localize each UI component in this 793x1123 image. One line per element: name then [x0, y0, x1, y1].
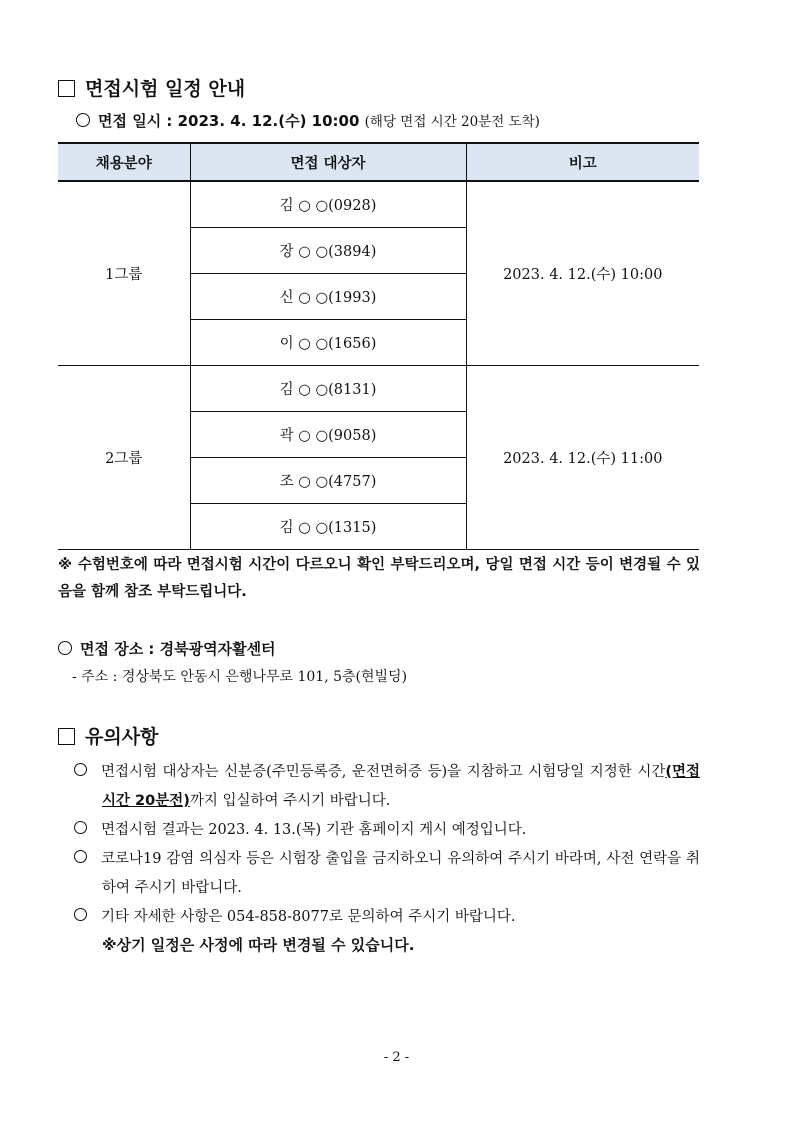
candidate-cell: 장 ○ ○(3894): [190, 228, 466, 274]
header-field: 채용분야: [58, 143, 190, 181]
schedule-warning: [58, 552, 700, 606]
location-address: - 주소 : 경상북도 안동시 은행나무로 101, 5층(현빌딩): [72, 669, 408, 685]
table-row: [58, 181, 699, 228]
table-header-row: [58, 143, 699, 181]
reference-mark: ※: [58, 557, 73, 573]
schedule-heading: 면접시험 일정 안내: [58, 74, 245, 101]
location-label: 면접 장소 : 경북광역자활센터: [80, 640, 276, 658]
arrival-time-highlight: (면접 시간 20분전): [102, 764, 700, 809]
schedule-table: [58, 142, 699, 550]
candidate-cell: 조 ○ ○(4757): [190, 458, 466, 504]
checkbox-square-icon: [58, 728, 75, 745]
checkbox-square-icon: [58, 80, 75, 97]
candidate-cell: 이 ○ ○(1656): [190, 320, 466, 366]
datetime-note: (해당 면접 시간 20분전 도착): [364, 114, 540, 130]
list-item: 면접시험 결과는 2023. 4. 13.(목) 기관 홈페이지 게시 예정입니다.: [74, 816, 700, 845]
candidate-cell: 김 ○ ○(0928): [190, 181, 466, 228]
page-number: - 2 -: [383, 1050, 410, 1065]
change-notice: ※상기 일정은 사정에 따라 변경될 수 있습니다.: [102, 936, 415, 954]
list-item: 기타 자세한 사항은 054-858-8077로 문의하여 주시기 바랍니다.: [74, 903, 700, 932]
list-item: 면접시험 대상자는 신분증(주민등록증, 운전면허증 등)을 지참하고 시험당일 지정한 시간(면접 시간 20분전)까지 입실하여 주시기 바랍니다.: [74, 758, 700, 816]
interview-location: [58, 638, 276, 659]
header-candidates: 면접 대상자: [190, 143, 466, 181]
interview-datetime: [76, 110, 540, 131]
group-name: 1그룹: [58, 181, 190, 366]
circle-bullet-icon: [74, 850, 87, 863]
candidate-cell: 곽 ○ ○(9058): [190, 412, 466, 458]
circle-bullet-icon: [76, 113, 90, 127]
notes-heading: 유의사항: [58, 722, 158, 749]
warning-text: 수험번호에 따라 면접시험 시간이 다르오니 확인 부탁드리오며, 당일 면접 시간 등이 변경될 수 있음을 함께 참조 부탁드립니다.: [58, 557, 700, 600]
group-remark: 2023. 4. 12.(수) 11:00: [466, 366, 699, 550]
candidate-cell: 김 ○ ○(1315): [190, 504, 466, 550]
candidate-cell: 신 ○ ○(1993): [190, 274, 466, 320]
circle-bullet-icon: [58, 641, 72, 655]
notes-list: [74, 758, 700, 932]
circle-bullet-icon: [74, 763, 87, 776]
circle-bullet-icon: [74, 908, 87, 921]
group-remark: 2023. 4. 12.(수) 10:00: [466, 181, 699, 366]
group-name: 2그룹: [58, 366, 190, 550]
header-remarks: 비고: [466, 143, 699, 181]
table-row: [58, 366, 699, 412]
circle-bullet-icon: [74, 821, 87, 834]
datetime-label: 면접 일시 : 2023. 4. 12.(수) 10:00: [98, 112, 360, 130]
candidate-cell: 김 ○ ○(8131): [190, 366, 466, 412]
list-item: 코로나19 감염 의심자 등은 시험장 출입을 금지하오니 유의하여 주시기 바라며, 사전 연락을 취하여 주시기 바랍니다.: [74, 845, 700, 903]
